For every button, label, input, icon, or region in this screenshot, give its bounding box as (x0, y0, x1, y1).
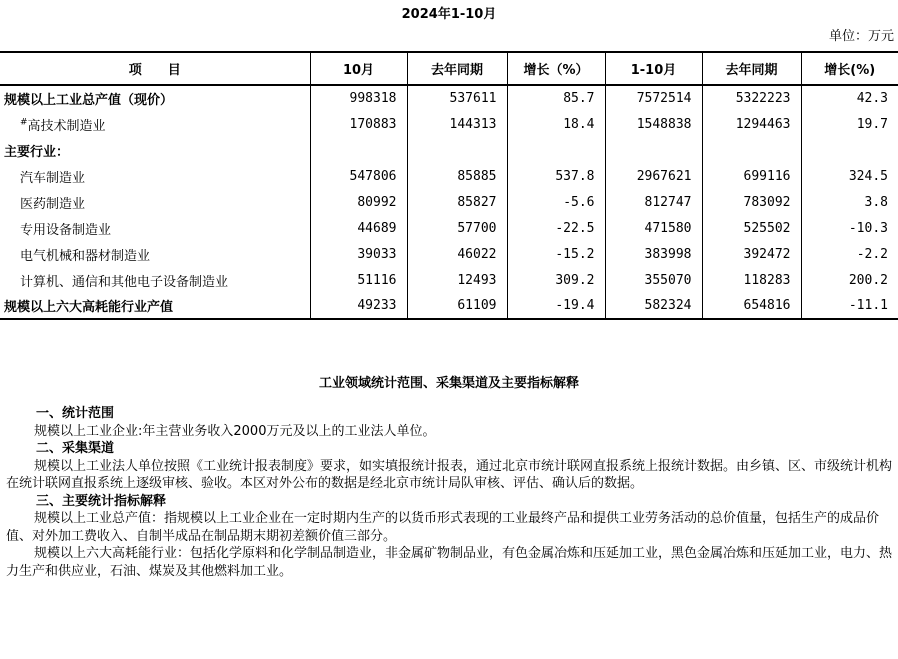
cell-value: -11.1 (801, 293, 898, 319)
cell-value: 812747 (605, 189, 702, 215)
cell-value: -22.5 (507, 215, 605, 241)
cell-value: 85885 (407, 163, 507, 189)
row-label: 规模以上六大高耗能行业产值 (0, 293, 310, 319)
cell-value: 392472 (702, 241, 801, 267)
cell-value: 144313 (407, 111, 507, 137)
cell-value: -19.4 (507, 293, 605, 319)
report-period: 2024年1-10月 (401, 7, 497, 22)
cell-value: 80992 (310, 189, 407, 215)
cell-value: 57700 (407, 215, 507, 241)
cell-value: 18.4 (507, 111, 605, 137)
cell-value: 783092 (702, 189, 801, 215)
table-row (0, 241, 898, 267)
cell-value: 42.3 (801, 85, 898, 111)
cell-value: 355070 (605, 267, 702, 293)
section-text-scope: 规模以上工业企业:年主营业务收入2000万元及以上的工业法人单位。 (34, 423, 436, 439)
cell-value (801, 137, 898, 163)
cell-value: -5.6 (507, 189, 605, 215)
row-label-text: 高技术制造业 (27, 118, 106, 134)
cell-value: 2967621 (605, 163, 702, 189)
column-header-ytd-last-year: 去年同期 (702, 52, 801, 85)
column-header-ytd: 1-10月 (605, 52, 702, 85)
table-row (0, 267, 898, 293)
section-heading-channel: 二、采集渠道 (36, 441, 115, 456)
column-header-october-growth: 增长（%） (507, 52, 605, 85)
cell-value: 1294463 (702, 111, 801, 137)
cell-value: 309.2 (507, 267, 605, 293)
cell-value: 537611 (407, 85, 507, 111)
cell-value: 324.5 (801, 163, 898, 189)
cell-value: 85827 (407, 189, 507, 215)
cell-value: 383998 (605, 241, 702, 267)
unit-label: 单位：万元 (828, 29, 894, 44)
cell-value: -15.2 (507, 241, 605, 267)
row-label: 专用设备制造业 (20, 222, 112, 238)
row-label: 电气机械和器材制造业 (20, 248, 151, 264)
cell-value (310, 137, 407, 163)
table-row (0, 189, 898, 215)
section-heading-definitions: 三、主要统计指标解释 (36, 493, 167, 509)
cell-value: 654816 (702, 293, 801, 319)
section-heading-scope: 一、统计范围 (36, 406, 115, 421)
column-header-october-last-year: 去年同期 (407, 52, 507, 85)
row-label: 汽车制造业 (20, 170, 86, 186)
cell-value (702, 137, 801, 163)
definition-total-output: 规模以上工业总产值：指规模以上工业企业在一定时期内生产的以货币形式表现的工业最终产品和提供工业劳务活动的总价值量，包括生产的成品价值、对外加工费收入、自制半成品在制品期末期初差额价值三部分。 (6, 511, 880, 544)
cell-value: 51116 (310, 267, 407, 293)
footnote-mark: # (20, 117, 28, 128)
cell-value: 998318 (310, 85, 407, 111)
cell-value: 61109 (407, 293, 507, 319)
table-row (0, 293, 898, 319)
table-header-row (0, 52, 898, 85)
cell-value: 699116 (702, 163, 801, 189)
table-row (0, 111, 898, 137)
cell-value: 118283 (702, 267, 801, 293)
notes-section (6, 405, 894, 580)
row-label: 计算机、通信和其他电子设备制造业 (20, 274, 229, 290)
definition-high-energy: 规模以上六大高耗能行业：包括化学原料和化学制品制造业，非金属矿物制品业，有色金属冶炼和压延加工业，黑色金属冶炼和压延加工业，电力、热力生产和供应业，石油、煤炭及其他燃料加工业。 (6, 546, 893, 579)
notes-title: 工业领域统计范围、采集渠道及主要指标解释 (318, 376, 579, 391)
table-row (0, 163, 898, 189)
cell-value: 471580 (605, 215, 702, 241)
row-label (0, 111, 310, 137)
cell-value: 19.7 (801, 111, 898, 137)
cell-value: 12493 (407, 267, 507, 293)
cell-value: 537.8 (507, 163, 605, 189)
cell-value: 7572514 (605, 85, 702, 111)
cell-value: 1548838 (605, 111, 702, 137)
cell-value: 46022 (407, 241, 507, 267)
cell-value: 200.2 (801, 267, 898, 293)
cell-value (605, 137, 702, 163)
section-label: 主要行业： (4, 144, 70, 160)
cell-value: -2.2 (801, 241, 898, 267)
cell-value: 44689 (310, 215, 407, 241)
table-row (0, 215, 898, 241)
cell-value: 5322223 (702, 85, 801, 111)
table-row (0, 137, 898, 163)
row-label: 医药制造业 (20, 196, 86, 212)
industrial-output-table (0, 51, 898, 320)
cell-value: 547806 (310, 163, 407, 189)
cell-value: 3.8 (801, 189, 898, 215)
cell-value: 39033 (310, 241, 407, 267)
cell-value: 49233 (310, 293, 407, 319)
section-text-channel: 规模以上工业法人单位按照《工业统计报表制度》要求，如实填报统计报表，通过北京市统计联网直报系统上报统计数据。由乡镇、区、市级统计机构在统计联网直报系统上逐级审核、验收。本区对外公布的数据是经北京市统计局队审核、评估、确认后的数据。 (6, 458, 893, 491)
column-header-october: 10月 (310, 52, 407, 85)
cell-value (407, 137, 507, 163)
cell-value: -10.3 (801, 215, 898, 241)
cell-value: 525502 (702, 215, 801, 241)
column-header-ytd-growth: 增长(%) (801, 52, 898, 85)
cell-value (507, 137, 605, 163)
cell-value: 85.7 (507, 85, 605, 111)
cell-value: 170883 (310, 111, 407, 137)
cell-value: 582324 (605, 293, 702, 319)
table-row (0, 85, 898, 111)
column-header-item: 项 目 (0, 52, 310, 85)
row-label: 规模以上工业总产值（现价） (4, 93, 174, 108)
